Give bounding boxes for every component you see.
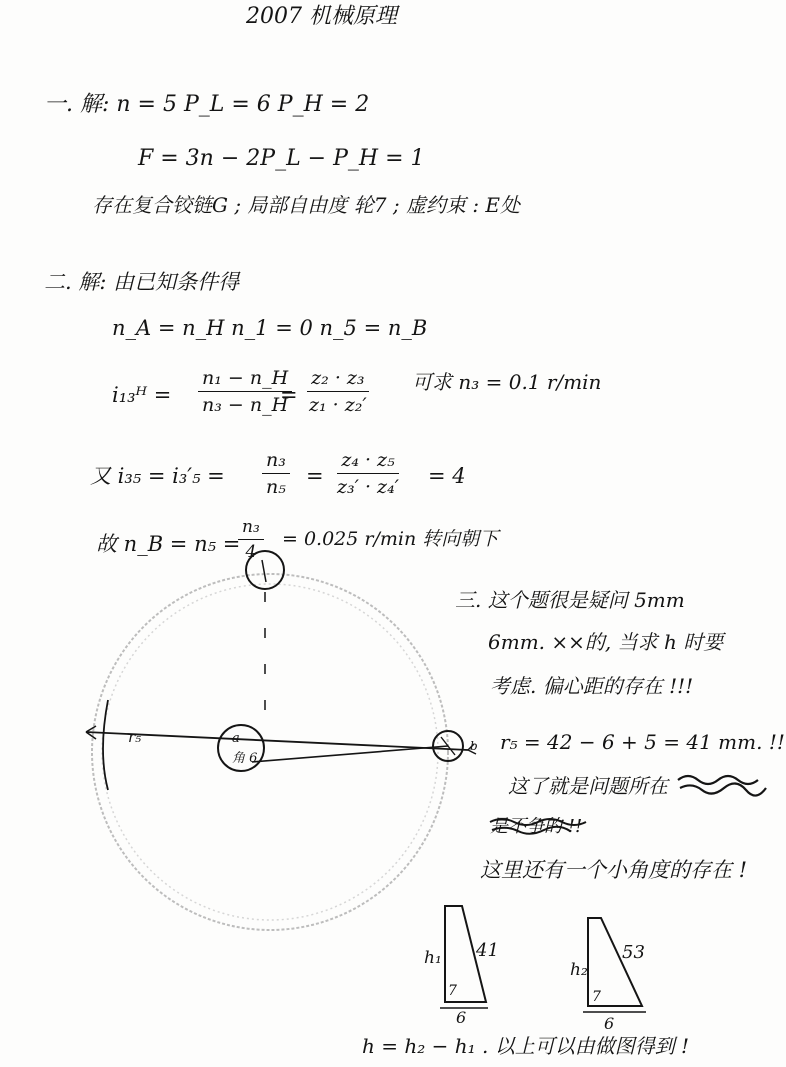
q1-formula: F = 3n − 2P_L − P_H = 1 xyxy=(138,146,425,171)
triangle-2-small-label: 7 xyxy=(592,989,601,1005)
q2-ratio-lhs: i₁₃ᴴ = xyxy=(112,383,172,407)
q3-line-3: 考虑. 偏心距的存在 !!! xyxy=(490,674,694,698)
triangle-1-base-label: 6 xyxy=(456,1008,467,1027)
q2-result-4: = 4 xyxy=(428,464,466,488)
fraction-denominator: z₃′ · z₄′ xyxy=(337,475,400,498)
offset-line xyxy=(252,746,448,762)
q1-givens: 一. 解: n = 5 P_L = 6 P_H = 2 xyxy=(44,92,370,117)
fraction-denominator: n₅ xyxy=(266,475,286,498)
fraction-denominator: 4 xyxy=(245,541,257,562)
q2-final-rhs: = 0.025 r/min 转向朝下 xyxy=(282,528,499,550)
q3-line-5: 这了就是问题所在 xyxy=(508,774,668,798)
q3-line-4: r₅ = 42 − 6 + 5 = 41 mm. !! xyxy=(500,730,785,754)
q3-bottom-formula: h = h₂ − h₁ . 以上可以由做图得到 ! xyxy=(362,1034,690,1058)
q3-line-2: 6mm. ××的, 当求 h 时要 xyxy=(488,630,724,654)
diagram-label-r5: r₅ xyxy=(128,728,142,746)
diagram-label-inner: 角 6 xyxy=(232,751,258,766)
triangle-2-base-label: 6 xyxy=(604,1014,615,1033)
q3-line-6: 是不争的 !! xyxy=(490,816,583,837)
outer-circle-shadow xyxy=(102,584,438,920)
q2-final-lhs: 故 n_B = n₅ = xyxy=(96,532,241,556)
fraction-numerator: n₃ xyxy=(238,518,264,540)
triangle-1-hyp-label: 41 xyxy=(476,940,499,961)
scribble-mark xyxy=(678,776,766,796)
fraction-numerator: n₁ − n_H xyxy=(198,368,292,392)
left-arc-segment xyxy=(103,700,108,790)
q3-line-1: 三. 这个题很是疑问 5mm xyxy=(455,588,685,612)
horizontal-radius-line xyxy=(86,728,468,750)
q2-conditions: n_A = n_H n_1 = 0 n_5 = n_B xyxy=(112,316,428,340)
top-roller-mark xyxy=(262,560,266,582)
triangle-2-hyp-label: 53 xyxy=(622,942,645,963)
fraction-numerator: z₂ · z₃ xyxy=(307,368,368,392)
page-title: 2007 机械原理 xyxy=(246,4,397,29)
q2-equals-2: = xyxy=(306,464,324,488)
triangle-2-h-label: h₂ xyxy=(570,960,588,980)
fraction-numerator: z₄ · z₅ xyxy=(337,450,398,474)
diagram-label-a: a xyxy=(232,731,240,746)
outer-circle xyxy=(92,574,448,930)
triangle-1-small-label: 7 xyxy=(448,983,457,999)
q2-heading: 二. 解: 由已知条件得 xyxy=(44,270,240,294)
q2-equals: = xyxy=(280,383,298,407)
top-roller-circle xyxy=(246,551,284,589)
fraction-numerator: n₃ xyxy=(262,450,290,474)
fraction-denominator: n₃ − n_H xyxy=(202,393,289,416)
fraction-denominator: z₁ · z₂′ xyxy=(309,393,367,416)
triangle-1-h-label: h₁ xyxy=(424,948,442,968)
q2-result-n3: 可求 n₃ = 0.1 r/min xyxy=(412,370,602,394)
q1-note: 存在复合铰链G ; 局部自由度 轮7 ; 虚约束 : E处 xyxy=(92,193,521,217)
q2-ratio2-lhs: 又 i₃₅ = i₃′₅ = xyxy=(90,464,225,488)
q3-line-7: 这里还有一个小角度的存在 ! xyxy=(480,858,748,882)
diagram-label-b: b xyxy=(470,739,478,753)
